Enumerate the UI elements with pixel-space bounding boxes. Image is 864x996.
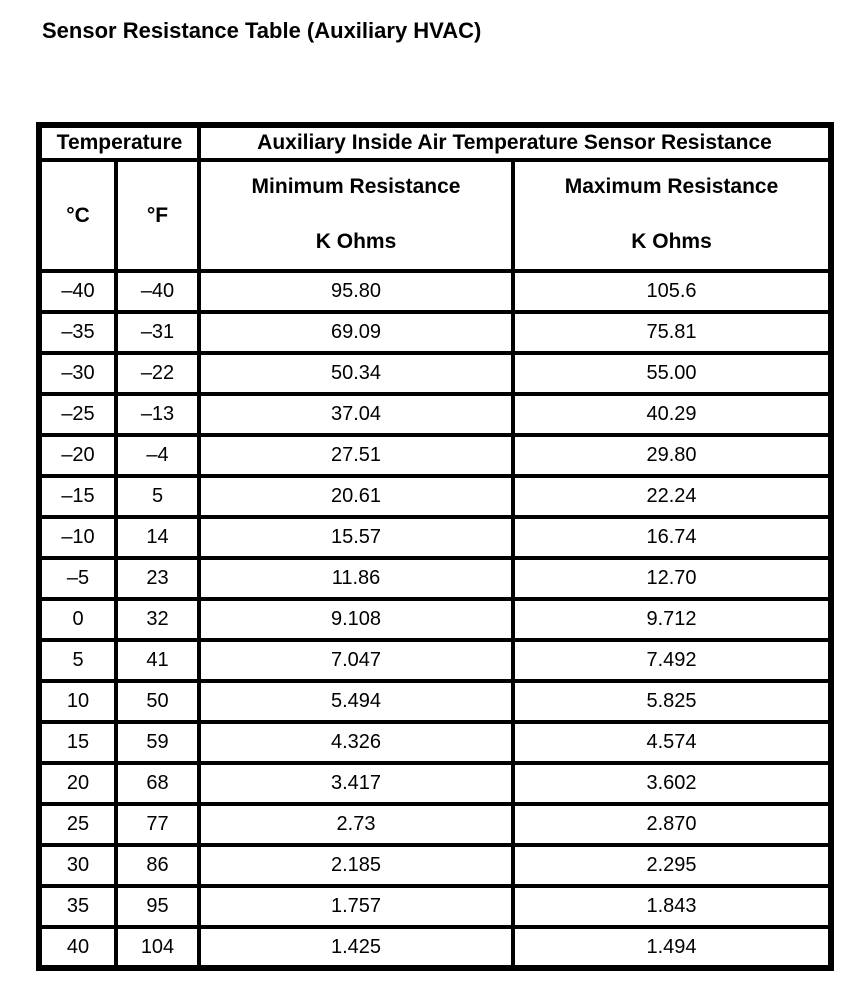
cell-celsius: 10 [39,681,116,722]
cell-min-resistance: 3.417 [199,763,513,804]
table-row [39,517,831,558]
cell-celsius: –20 [39,435,116,476]
table-body [39,271,831,968]
table-header [39,125,831,271]
cell-max-resistance: 105.6 [513,271,831,312]
cell-celsius: –15 [39,476,116,517]
group-header-row [39,125,831,160]
cell-celsius: –5 [39,558,116,599]
cell-celsius: –10 [39,517,116,558]
cell-min-resistance: 1.425 [199,927,513,968]
cell-min-resistance: 69.09 [199,312,513,353]
cell-min-resistance: 15.57 [199,517,513,558]
table-row [39,312,831,353]
resistance-group-header: Auxiliary Inside Air Temperature Sensor Resistance [199,125,831,160]
cell-max-resistance: 9.712 [513,599,831,640]
table-row [39,476,831,517]
column-header-min-resistance [199,160,513,271]
cell-max-resistance: 3.602 [513,763,831,804]
cell-min-resistance: 37.04 [199,394,513,435]
max-resistance-units: K Ohms [631,229,712,253]
cell-fahrenheit: 50 [116,681,199,722]
cell-celsius: 20 [39,763,116,804]
table-row [39,558,831,599]
cell-fahrenheit: 77 [116,804,199,845]
cell-celsius: –40 [39,271,116,312]
cell-max-resistance: 4.574 [513,722,831,763]
column-header-max-resistance [513,160,831,271]
column-header-celsius: °C [39,160,116,271]
cell-min-resistance: 9.108 [199,599,513,640]
table-row [39,722,831,763]
table-row [39,927,831,968]
cell-fahrenheit: 95 [116,886,199,927]
cell-fahrenheit: 104 [116,927,199,968]
cell-celsius: –25 [39,394,116,435]
cell-celsius: 15 [39,722,116,763]
max-resistance-header [515,166,828,266]
cell-min-resistance: 4.326 [199,722,513,763]
cell-celsius: 30 [39,845,116,886]
cell-min-resistance: 5.494 [199,681,513,722]
cell-max-resistance: 1.843 [513,886,831,927]
cell-min-resistance: 20.61 [199,476,513,517]
cell-celsius: 35 [39,886,116,927]
cell-celsius: 0 [39,599,116,640]
cell-max-resistance: 22.24 [513,476,831,517]
cell-fahrenheit: –13 [116,394,199,435]
max-resistance-label: Maximum Resistance [564,174,779,198]
cell-celsius: 5 [39,640,116,681]
temperature-group-header: Temperature [39,125,199,160]
table-row [39,640,831,681]
cell-min-resistance: 7.047 [199,640,513,681]
table-row [39,435,831,476]
cell-max-resistance: 5.825 [513,681,831,722]
table-row [39,804,831,845]
cell-celsius: –35 [39,312,116,353]
cell-fahrenheit: 86 [116,845,199,886]
cell-celsius: 25 [39,804,116,845]
table-row [39,599,831,640]
cell-min-resistance: 1.757 [199,886,513,927]
cell-fahrenheit: 41 [116,640,199,681]
cell-fahrenheit: –31 [116,312,199,353]
cell-min-resistance: 11.86 [199,558,513,599]
cell-max-resistance: 12.70 [513,558,831,599]
sensor-resistance-table [36,122,834,971]
cell-max-resistance: 2.870 [513,804,831,845]
cell-fahrenheit: 14 [116,517,199,558]
cell-fahrenheit: 5 [116,476,199,517]
units-header-row [39,160,831,271]
table-row [39,271,831,312]
cell-min-resistance: 2.73 [199,804,513,845]
cell-max-resistance: 16.74 [513,517,831,558]
cell-max-resistance: 55.00 [513,353,831,394]
table-row [39,763,831,804]
cell-fahrenheit: 68 [116,763,199,804]
cell-celsius: –30 [39,353,116,394]
min-resistance-label: Minimum Resistance [251,174,461,198]
cell-max-resistance: 75.81 [513,312,831,353]
column-header-fahrenheit: °F [116,160,199,271]
cell-min-resistance: 95.80 [199,271,513,312]
cell-min-resistance: 50.34 [199,353,513,394]
cell-celsius: 40 [39,927,116,968]
cell-max-resistance: 1.494 [513,927,831,968]
cell-fahrenheit: 23 [116,558,199,599]
min-resistance-header [201,166,511,266]
cell-fahrenheit: 59 [116,722,199,763]
cell-fahrenheit: –22 [116,353,199,394]
cell-max-resistance: 40.29 [513,394,831,435]
page-title: Sensor Resistance Table (Auxiliary HVAC) [42,18,482,43]
table-row [39,886,831,927]
cell-min-resistance: 2.185 [199,845,513,886]
table-row [39,353,831,394]
cell-max-resistance: 29.80 [513,435,831,476]
cell-min-resistance: 27.51 [199,435,513,476]
cell-fahrenheit: –40 [116,271,199,312]
cell-max-resistance: 2.295 [513,845,831,886]
table-row [39,845,831,886]
cell-fahrenheit: 32 [116,599,199,640]
cell-fahrenheit: –4 [116,435,199,476]
table-row [39,394,831,435]
cell-max-resistance: 7.492 [513,640,831,681]
min-resistance-units: K Ohms [315,229,397,253]
table-row [39,681,831,722]
